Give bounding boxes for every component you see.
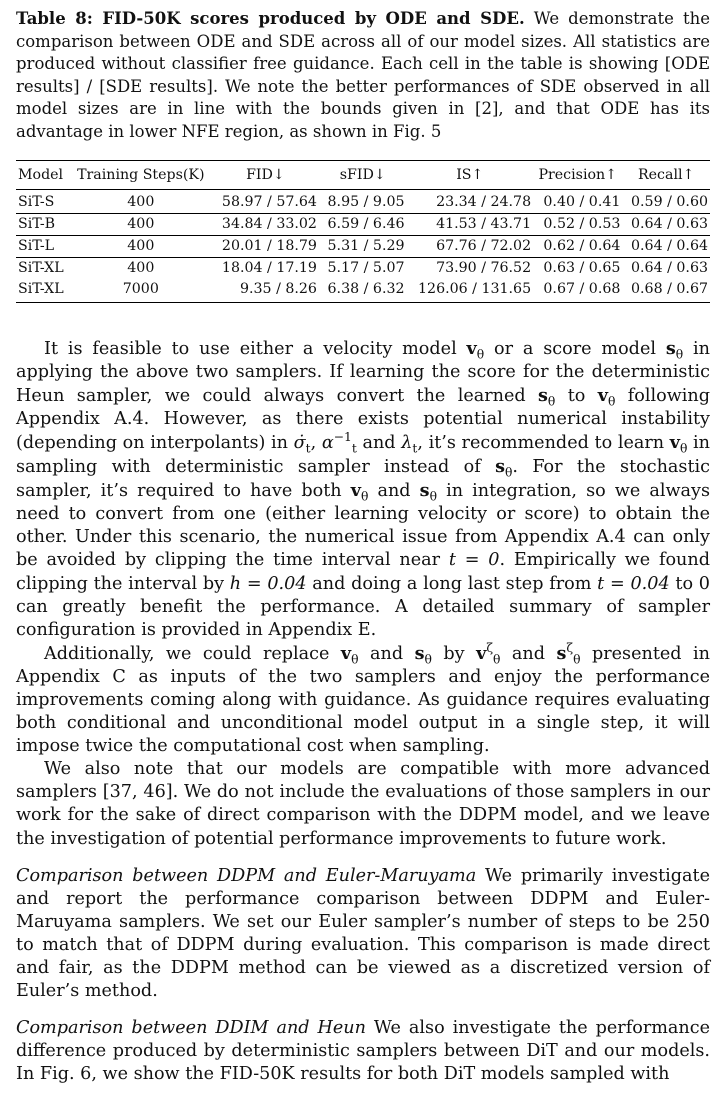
- cell-fid: 58.97 / 57.64: [221, 193, 317, 210]
- caption-text: We demonstrate the comparison between ODE and SDE across all of our model sizes. All statistics are produced without classifier free guidance. Each cell in the table is showing [ODE results] / [SDE results]. We note the better performances of SDE observed in all model sizes are in line with the bounds given in [2], and that ODE has its advantage in lower NFE region, as shown in Fig. 5: [16, 9, 710, 141]
- text: or a score model: [484, 338, 666, 359]
- math-t-equals-0: t = 0: [448, 550, 500, 571]
- theta-subscript: θ: [424, 652, 432, 667]
- cell-fid: 18.04 / 17.19: [212, 257, 319, 279]
- text: and: [358, 643, 415, 664]
- cell-recall: 0.68 / 0.67: [622, 279, 710, 303]
- cell-recall: 0.64 / 0.64: [622, 235, 710, 257]
- theta-subscript: θ: [351, 652, 359, 667]
- cell-steps: 7000: [70, 279, 212, 303]
- text: by: [431, 643, 477, 664]
- results-table: [16, 160, 710, 303]
- cell-sfid: 6.59 / 6.46: [319, 213, 407, 235]
- text: We primarily investigate and report the performance comparison between DDPM and Euler-Maruyama samplers. We set our Euler sampler’s number of steps to be 250 to match that of DDPM during evaluation. This comparison is made direct and fair, as the DDPM method can be viewed as a discretized version of Euler’s method.: [16, 865, 711, 1002]
- paragraph-advanced-samplers: We also note that our models are compatible with more advanced samplers [37, 46]. We do not include the evaluations of those samplers in our work for the sake of direct comparison with the DDPM model, and we leave the investigation of potential performance improvements to future work.: [16, 759, 710, 849]
- t-subscript: t: [412, 441, 418, 456]
- math-t-equals: t = 0.04: [597, 573, 670, 594]
- theta-subscript: θ: [504, 465, 513, 480]
- velocity-symbol: v: [340, 642, 352, 664]
- text: to 0 can greatly benefit the performance. A detailed summary of sampler configuration is provided in Appendix E.: [16, 573, 710, 640]
- theta-subscript: θ: [547, 394, 556, 409]
- text: in integration, so we always need to convert from one (either learning velocity or score) to obtain the other. Under this scenario, the numerical issue from Appendix A.4 can only be avoided by clipping the time interval near: [16, 481, 710, 571]
- cell-fid: 34.84 / 33.02: [212, 213, 319, 235]
- text: and doing a long last step from: [306, 573, 598, 594]
- theta-subscript: θ: [675, 347, 684, 362]
- cell-steps: 400: [70, 213, 212, 235]
- cell-is: 73.90 / 76.52: [407, 257, 534, 279]
- score-symbol: s: [495, 456, 505, 478]
- text: . For the stochastic sampler, it’s required to have both: [16, 457, 710, 502]
- velocity-symbol: v: [669, 431, 680, 453]
- cell-fid: 9.35 / 8.26: [212, 279, 319, 303]
- text: and: [356, 432, 402, 453]
- text: to: [555, 385, 598, 406]
- text: Additionally, we could replace: [44, 643, 341, 664]
- cell-sfid: 5.31 / 5.29: [319, 235, 407, 257]
- table-header-row: [16, 160, 710, 189]
- velocity-symbol: v: [476, 642, 487, 664]
- text: in sampling with deterministic sampler instead of: [16, 432, 710, 478]
- header-is: IS↑: [407, 160, 534, 189]
- inverse-superscript: −1: [333, 430, 352, 445]
- cell-is: 126.06 / 131.65: [407, 279, 534, 303]
- cell-steps: 400: [70, 257, 212, 279]
- cell-sfid: 8.95 / 9.05: [327, 193, 405, 210]
- text: and: [500, 643, 557, 664]
- cell-fid: 20.01 / 18.79: [212, 235, 319, 257]
- cell-precision: 0.40 / 0.41: [543, 193, 621, 210]
- header-recall: Recall↑: [622, 160, 710, 189]
- theta-subscript: θ: [476, 347, 485, 362]
- cell-is: 23.34 / 24.78: [436, 193, 532, 210]
- cell-steps: 400: [70, 235, 212, 257]
- score-symbol: s: [538, 384, 548, 406]
- sigma-dot-symbol: σ̇: [293, 432, 306, 453]
- score-symbol: s: [556, 642, 567, 664]
- cell-model: SiT-XL: [16, 257, 70, 279]
- text: , it’s recommended to learn: [417, 432, 670, 453]
- t-subscript: t: [305, 441, 311, 456]
- t-subscript: t: [351, 441, 357, 456]
- paragraph-ddim-heun: [16, 1017, 710, 1086]
- text: presented in Appendix C as inputs of the two samplers and enjoy the performance improvements coming along with guidance. As guidance requires evaluating both conditional and unconditional model output in a single step, it will impose twice the computational cost when sampling.: [16, 643, 710, 757]
- velocity-symbol: v: [466, 337, 477, 359]
- table-row: [16, 235, 710, 257]
- text: following Appendix A.4. However, as there exists potential numerical instability (depending on interpolants) in: [16, 385, 710, 453]
- cell-steps: 400: [127, 193, 155, 210]
- header-sfid: sFID↓: [319, 160, 407, 189]
- cell-recall: 0.59 / 0.60: [631, 193, 708, 210]
- cell-sfid: 5.17 / 5.07: [319, 257, 407, 279]
- body-text: [16, 337, 710, 1087]
- cell-model: SiT-B: [16, 213, 70, 235]
- cell-sfid: 6.38 / 6.32: [319, 279, 407, 303]
- cell-model: SiT-S: [18, 193, 55, 210]
- paragraph-samplers: [16, 337, 710, 642]
- score-symbol: s: [419, 480, 430, 502]
- text: ,: [310, 432, 322, 453]
- alpha-symbol: α: [321, 432, 334, 453]
- header-fid: FID↓: [212, 160, 319, 189]
- cell-precision: 0.62 / 0.64: [533, 235, 622, 257]
- cell-recall: 0.64 / 0.63: [622, 257, 710, 279]
- velocity-symbol: v: [597, 384, 608, 406]
- run-in-heading: Comparison between DDPM and Euler-Maruyama: [16, 865, 477, 886]
- text: We also investigate the performance difference produced by deterministic samplers between DiT and our models. In Fig. 6, we show the FID-50K results for both DiT models sampled with: [16, 1018, 710, 1085]
- table-row: [16, 279, 710, 303]
- cell-precision: 0.67 / 0.68: [533, 279, 622, 303]
- theta-subscript: θ: [360, 489, 369, 504]
- cell-model: SiT-L: [16, 235, 70, 257]
- header-model: Model: [16, 160, 70, 189]
- table-row: [16, 189, 710, 213]
- zeta-superscript: ζ: [486, 640, 494, 655]
- lambda-symbol: λ: [401, 432, 413, 453]
- run-in-heading: Comparison between DDIM and Heun: [16, 1018, 366, 1039]
- theta-subscript: θ: [607, 394, 616, 409]
- math-h-equals: h = 0.04: [229, 573, 307, 594]
- cell-is: 67.76 / 72.02: [407, 235, 534, 257]
- cell-model: SiT-XL: [16, 279, 70, 303]
- paragraph-guidance: [16, 642, 710, 758]
- velocity-symbol: v: [350, 480, 361, 502]
- table-caption: [16, 8, 710, 144]
- table-row: [16, 213, 710, 235]
- text: and: [368, 481, 420, 502]
- table-row: [16, 257, 710, 279]
- zeta-superscript: ζ: [566, 640, 574, 655]
- caption-lead: Table 8: FID-50K scores produced by ODE and SDE.: [16, 9, 525, 28]
- header-precision: Precision↑: [533, 160, 622, 189]
- text: It is feasible to use either a velocity model: [44, 338, 467, 359]
- paragraph-ddpm-euler: [16, 865, 710, 1004]
- cell-precision: 0.52 / 0.53: [533, 213, 622, 235]
- header-training-steps: Training Steps(K): [70, 160, 212, 189]
- theta-subscript: θ: [429, 489, 437, 504]
- page: [16, 0, 710, 1086]
- cell-is: 41.53 / 43.71: [407, 213, 534, 235]
- score-symbol: s: [665, 337, 676, 359]
- theta-subscript: θ: [573, 652, 581, 667]
- theta-subscript: θ: [493, 652, 501, 667]
- text: in applying the above two samplers. If learning the score for the deterministic Heun sampler, we could always convert the learned: [16, 338, 710, 406]
- score-symbol: s: [414, 642, 425, 664]
- cell-precision: 0.63 / 0.65: [533, 257, 622, 279]
- cell-recall: 0.64 / 0.63: [622, 213, 710, 235]
- theta-subscript: θ: [679, 441, 688, 456]
- text: . Empirically we found clipping the interval by: [16, 550, 710, 594]
